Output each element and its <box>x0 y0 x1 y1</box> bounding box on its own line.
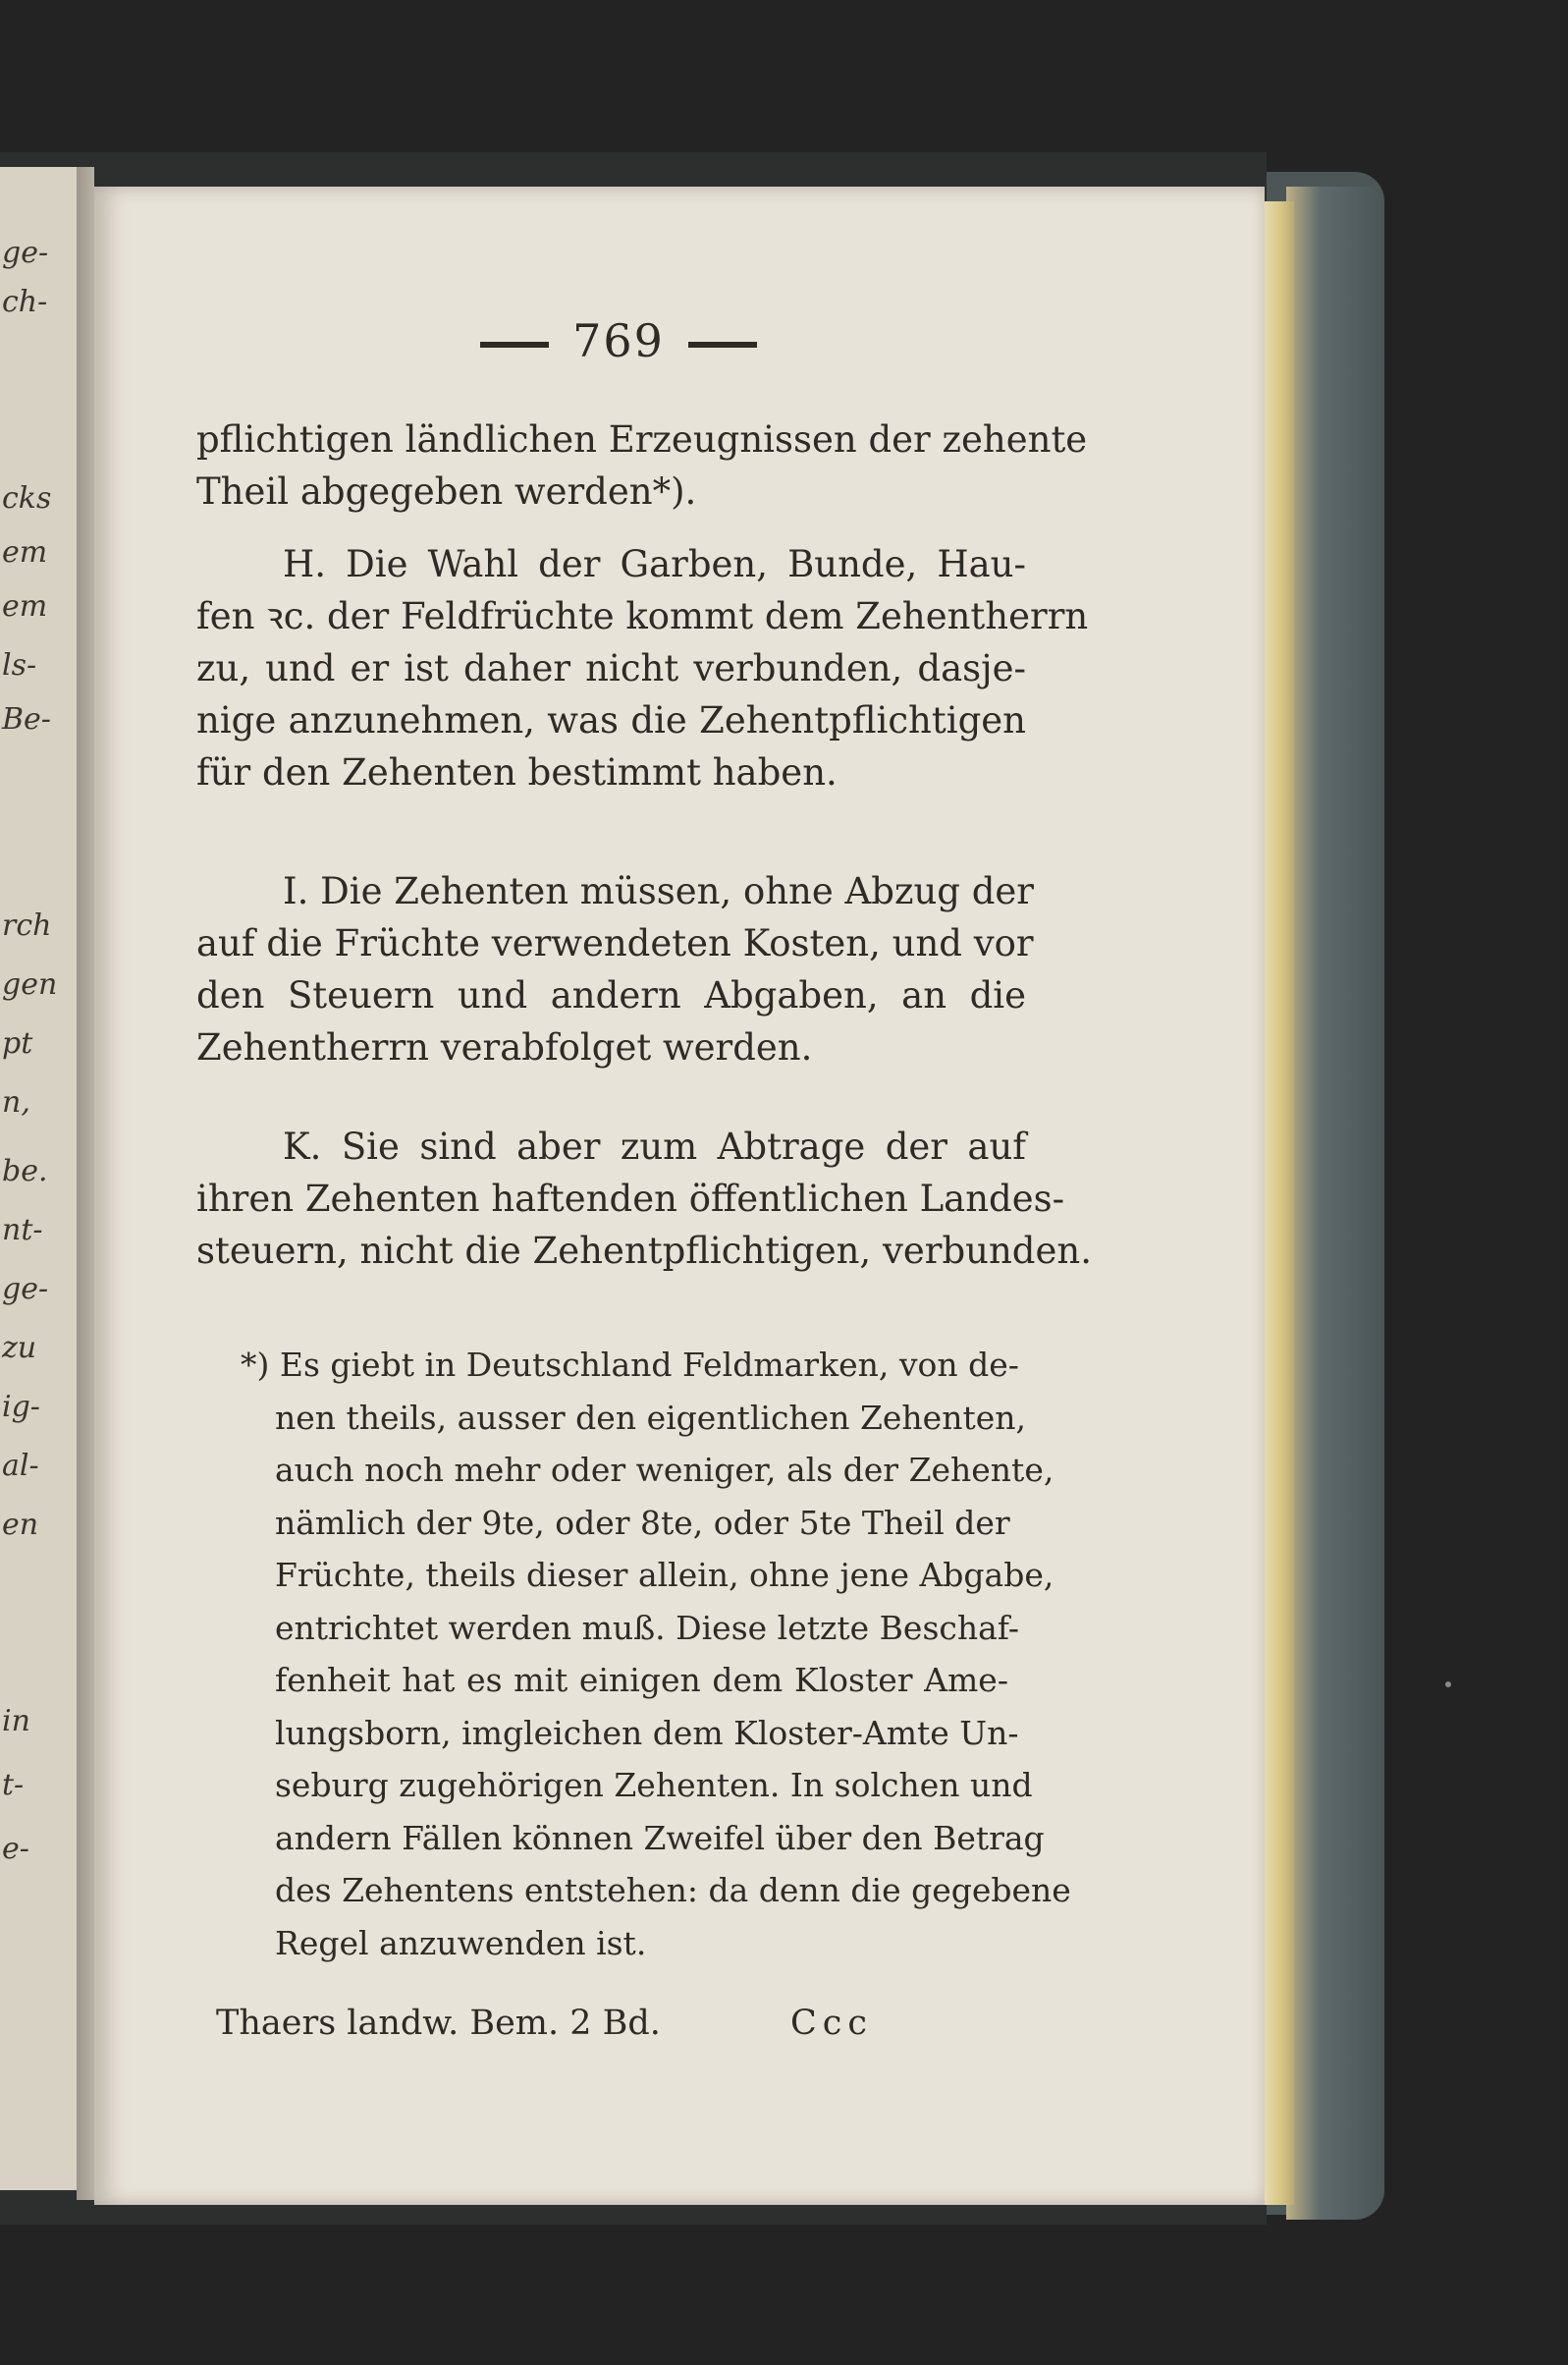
gutter <box>77 167 94 2200</box>
left-page-text: in <box>2 1704 30 1738</box>
left-page-text: Be- <box>2 702 51 737</box>
book-cover-right <box>1286 187 1384 2220</box>
left-page-text: nt- <box>2 1213 43 1247</box>
body-line: zu, und er ist daher nicht verbunden, dasje- <box>196 647 1026 689</box>
left-page-text: gen <box>2 967 58 1002</box>
body-line: den Steuern und andern Abgaben, an die <box>196 974 1026 1017</box>
printer-signature: Thaers landw. Bem. 2 Bd. <box>216 2004 661 2043</box>
footnote-line: Regel anzuwenden ist. <box>275 1923 647 1962</box>
dust-speck <box>1445 1681 1451 1687</box>
signature-mark: Ccc <box>790 2004 873 2043</box>
body-line: I. Die Zehenten müssen, ohne Abzug der <box>283 870 1034 912</box>
left-page-text: ge- <box>2 236 49 270</box>
body-line: für den Zehenten bestimmt haben. <box>196 751 838 794</box>
left-page-text: t- <box>2 1768 25 1802</box>
left-page-text: em <box>2 589 48 624</box>
footnote-line: auch noch mehr oder weniger, als der Zehente, <box>275 1451 1054 1489</box>
left-page-text: n, <box>2 1085 30 1120</box>
footnote-line: entrichtet werden muß. Diese letzte Beschaf- <box>275 1608 1019 1647</box>
footnote-line: Früchte, theils dieser allein, ohne jene Abgabe, <box>275 1556 1054 1594</box>
left-page-text: ls- <box>2 648 37 683</box>
left-page-text: em <box>2 535 48 570</box>
left-page-text: pt <box>2 1026 33 1061</box>
left-page-fragment <box>0 167 81 2190</box>
body-line: K. Sie sind aber zum Abtrage der auf <box>283 1126 1026 1168</box>
body-line: pflichtigen ländlichen Erzeugnissen der zehente <box>196 418 1088 461</box>
left-page-text: ge- <box>2 1272 49 1306</box>
page-header <box>412 314 825 367</box>
body-line: ihren Zehenten haftenden öffentlichen Landes- <box>196 1178 1065 1220</box>
left-page-text: zu <box>2 1331 37 1365</box>
body-line: auf die Früchte verwendeten Kosten, und vor <box>196 922 1034 964</box>
header-dash-left <box>480 342 549 348</box>
header-dash-right <box>688 342 757 348</box>
body-line: Zehentherrn verabfolget werden. <box>196 1026 813 1069</box>
left-page-text: en <box>2 1508 39 1542</box>
left-page-text: al- <box>2 1449 39 1483</box>
footnote-line: lungsborn, imgleichen dem Kloster-Amte Un- <box>275 1713 1019 1752</box>
left-page-text: cks <box>2 481 52 516</box>
footnote-line: nämlich der 9te, oder 8te, oder 5te Theil der <box>275 1503 1010 1542</box>
body-line: nige anzunehmen, was die Zehentpflichtigen <box>196 699 1026 742</box>
body-line: Theil abgegeben werden*). <box>196 470 697 513</box>
left-page-text: e- <box>2 1832 29 1866</box>
footnote-line: andern Fällen können Zweifel über den Betrag <box>275 1818 1045 1857</box>
page-number: 769 <box>572 314 665 367</box>
body-line: H. Die Wahl der Garben, Bunde, Hau- <box>283 543 1026 585</box>
left-page-text: be. <box>2 1154 48 1188</box>
footnote-line: des Zehentens entstehen: da denn die gegebene <box>275 1871 1071 1909</box>
left-page-text: ig- <box>2 1390 40 1424</box>
body-line: fen ꝛc. der Feldfrüchte kommt dem Zehentherrn <box>196 595 1089 637</box>
footnote-line: nen theils, ausser den eigentlichen Zehenten, <box>275 1398 1026 1437</box>
left-page-text: ch- <box>2 285 48 319</box>
footnote-line: *) Es giebt in Deutschland Feldmarken, von de- <box>241 1346 1019 1384</box>
footnote-line: seburg zugehörigen Zehenten. In solchen und <box>275 1766 1033 1804</box>
footnote-line: fenheit hat es mit einigen dem Kloster Ame- <box>275 1661 1008 1699</box>
body-line: steuern, nicht die Zehentpflichtigen, verbunden. <box>196 1230 1092 1272</box>
left-page-text: rch <box>2 908 52 943</box>
